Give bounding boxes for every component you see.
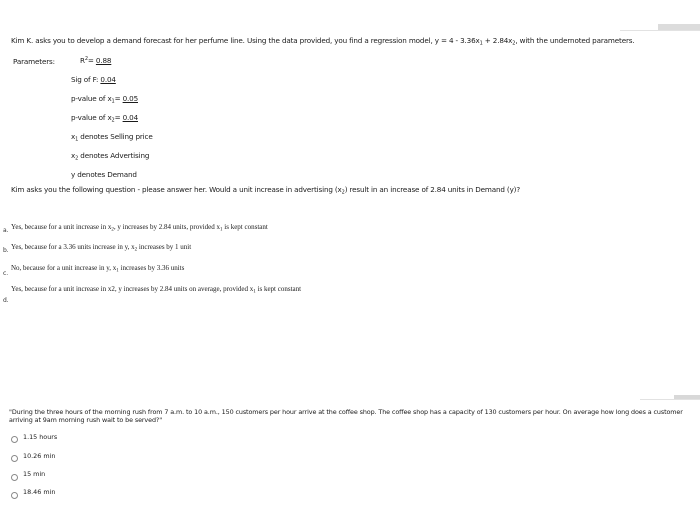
params-label: Parameters: [13, 57, 55, 66]
sig-f [71, 75, 116, 84]
q1-question-text-1: Kim asks you the following question - please answer her. Would a unit increase in advertising (x [11, 185, 342, 194]
option-d-text-1: Yes, because for a unit increase in x2, y increases by 2.84 units on average, provided x [11, 285, 254, 293]
p-value-x2-label: p-value of x [71, 113, 112, 122]
option-c-letter: c. [3, 270, 9, 277]
option-4-label: 18.46 min [23, 488, 56, 496]
p-value-x2-sub: 2 [111, 117, 115, 124]
x2-definition [71, 151, 149, 162]
p-value-x1-label: p-value of x [71, 94, 112, 103]
option-1-label: 1.15 hours [23, 433, 58, 441]
option-b-text-2: increases by 1 unit [137, 243, 192, 251]
option-b[interactable] [11, 243, 191, 253]
option-d[interactable] [11, 285, 301, 295]
q1-question-text-2: ) result in an increase of 2.84 units in Demand (y)? [344, 185, 520, 194]
top-divider [620, 30, 700, 31]
q1-question [11, 185, 520, 196]
option-c[interactable] [11, 264, 184, 274]
r-squared-value: 0.88 [95, 56, 112, 65]
option-a-sub-2: 1 [220, 227, 223, 233]
x1-sub: 1 [75, 136, 79, 143]
r-squared-sup: 2 [84, 56, 88, 62]
r-squared-eq: = [87, 56, 96, 65]
r-squared [80, 56, 111, 65]
option-c-sub: 1 [116, 268, 119, 274]
q2-question: "During the three hours of the morning rush from 7 a.m. to 10 a.m., 150 customers per hour arrive at the coffee shop. The coffee shop has a capacity of 130 customers per hour. On average how long does a customer arriving at 9am morning rush wait to be served?" [9, 408, 683, 424]
option-a-sub-1: 2 [111, 227, 114, 233]
option-1-radio[interactable] [11, 436, 18, 443]
option-4-radio[interactable] [11, 492, 18, 499]
x2-sub: 2 [75, 155, 79, 162]
option-a-letter: a. [3, 227, 9, 234]
option-b-sub: 2 [134, 247, 138, 253]
p-value-x2-value: 0.04 [122, 113, 138, 122]
mid-divider [640, 399, 700, 400]
p-value-x1-eq: = [114, 94, 123, 103]
q1-intro-sub-2: 2 [512, 40, 516, 47]
sig-f-label: Sig of F: [71, 75, 101, 84]
x1-symbol: x [71, 132, 76, 141]
p-value-x1-sub: 1 [111, 98, 115, 105]
y-definition: y denotes Demand [71, 170, 137, 179]
q1-question-sub: 2 [341, 189, 345, 196]
option-d-text-2: is kept constant [255, 285, 302, 293]
option-c-text-1: No, because for a unit increase in y, x [11, 264, 117, 272]
option-d-sub: 1 [253, 289, 256, 295]
q1-intro [11, 36, 635, 47]
option-b-letter: b. [3, 247, 9, 254]
q1-intro-text-2: + 2.84x [482, 36, 513, 45]
x1-definition [71, 132, 153, 143]
option-a[interactable] [11, 223, 268, 233]
p-value-x2-eq: = [114, 113, 123, 122]
q1-intro-sub-1: 1 [479, 40, 483, 47]
option-2-radio[interactable] [11, 455, 18, 462]
q1-intro-text-3: , with the undernoted parameters. [515, 36, 635, 45]
r-squared-label: R [80, 56, 85, 65]
p-value-x2 [71, 113, 138, 124]
p-value-x1-value: 0.05 [122, 94, 138, 103]
p-value-x1 [71, 94, 138, 105]
x2-def-text: denotes Advertising [78, 151, 150, 160]
option-3-radio[interactable] [11, 474, 18, 481]
x1-def-text: denotes Selling price [78, 132, 153, 141]
option-a-text-1: Yes, because for a unit increase in x [11, 223, 112, 231]
option-d-letter: d. [3, 297, 9, 304]
option-c-text-2: increases by 3.36 units [118, 264, 185, 272]
option-3-label: 15 min [23, 470, 46, 478]
option-a-text-2: , y increases by 2.84 units, provided x [113, 223, 221, 231]
option-b-text-1: Yes, because for a 3.36 units increase in y, x [11, 243, 135, 251]
sig-f-value: 0.04 [100, 75, 116, 84]
option-a-text-3: is kept constant [222, 223, 268, 231]
q1-intro-text-1: Kim K. asks you to develop a demand forecast for her perfume line. Using the data provided, you find a regression model, y = 4 - 3.36x [11, 36, 480, 45]
x2-symbol: x [71, 151, 76, 160]
option-2-label: 10.26 min [23, 452, 56, 460]
